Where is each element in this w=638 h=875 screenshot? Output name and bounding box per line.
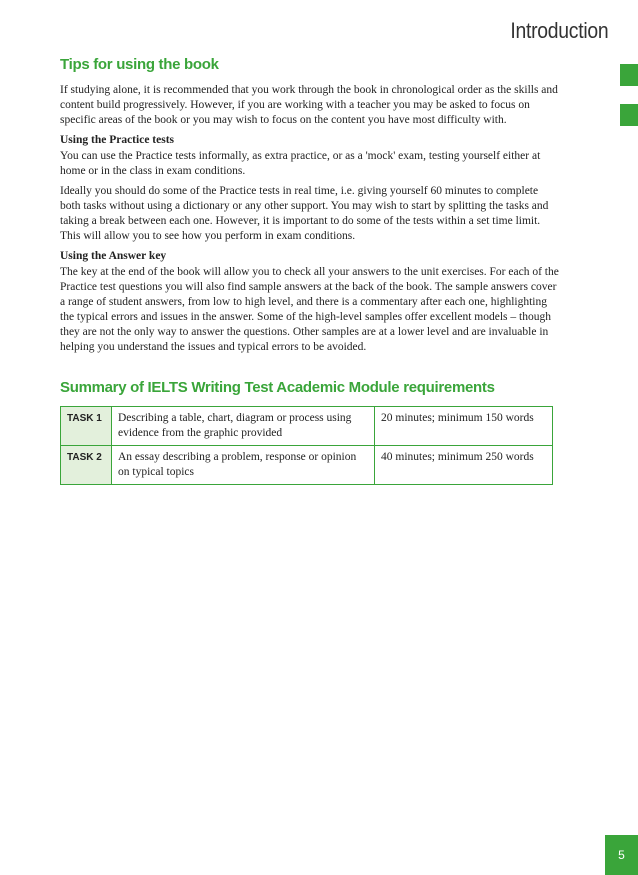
answer-key-heading: Using the Answer key bbox=[60, 250, 167, 262]
summary-heading: Summary of IELTS Writing Test Academic Module requirements bbox=[60, 379, 495, 396]
task-label: TASK 2 bbox=[61, 446, 112, 485]
tips-heading: Tips for using the book bbox=[60, 56, 219, 73]
requirements-table bbox=[60, 406, 553, 485]
page-number: 5 bbox=[605, 835, 638, 875]
task-description: Describing a table, chart, diagram or process using evidence from the graphic provided bbox=[112, 407, 375, 446]
table-row bbox=[61, 407, 553, 446]
tips-intro: If studying alone, it is recommended that you work through the book in chronological order as the skills and content build progressively. However, if you are working with a teacher you may be asked to focus on specific areas of the book or you may wish to focus on the content you have most difficulty with. bbox=[60, 84, 558, 126]
task-requirement: 40 minutes; minimum 250 words bbox=[375, 446, 553, 485]
task-requirement: 20 minutes; minimum 150 words bbox=[375, 407, 553, 446]
page-content bbox=[60, 56, 560, 485]
section-tab-marker bbox=[620, 64, 638, 86]
task-description: An essay describing a problem, response or opinion on typical topics bbox=[112, 446, 375, 485]
table-row bbox=[61, 446, 553, 485]
practice-tests-paragraph-1: You can use the Practice tests informally, as extra practice, or as a 'mock' exam, testing yourself either at home or in the class in exam conditions. bbox=[60, 150, 541, 177]
section-tab-marker bbox=[620, 104, 638, 126]
answer-key-paragraph: The key at the end of the book will allow you to check all your answers to the unit exercises. For each of the Practice test questions you will also find sample answers at the back of the book. The sample answers cover a range of student answers, from low to high level, and there is a commentary after each one, highlighting the typical errors and issues in the answer. Some of the high-level samples offer excellent models – though they are not the only way to answer the questions. Other samples are at a lower level and are invaluable in helping you understand the issues and typical errors to be avoided. bbox=[60, 266, 559, 353]
task-label: TASK 1 bbox=[61, 407, 112, 446]
practice-tests-heading: Using the Practice tests bbox=[60, 134, 175, 146]
practice-tests-paragraph-2: Ideally you should do some of the Practice tests in real time, i.e. giving yourself 60 minutes to complete both tasks without using a dictionary or any other support. You may wish to start by splitting the tasks and taking a break between each one. However, it is important to do some of the tests within a set time limit. This will allow you to see how you perform in exam conditions. bbox=[60, 185, 549, 242]
chapter-title: Introduction bbox=[509, 18, 608, 43]
